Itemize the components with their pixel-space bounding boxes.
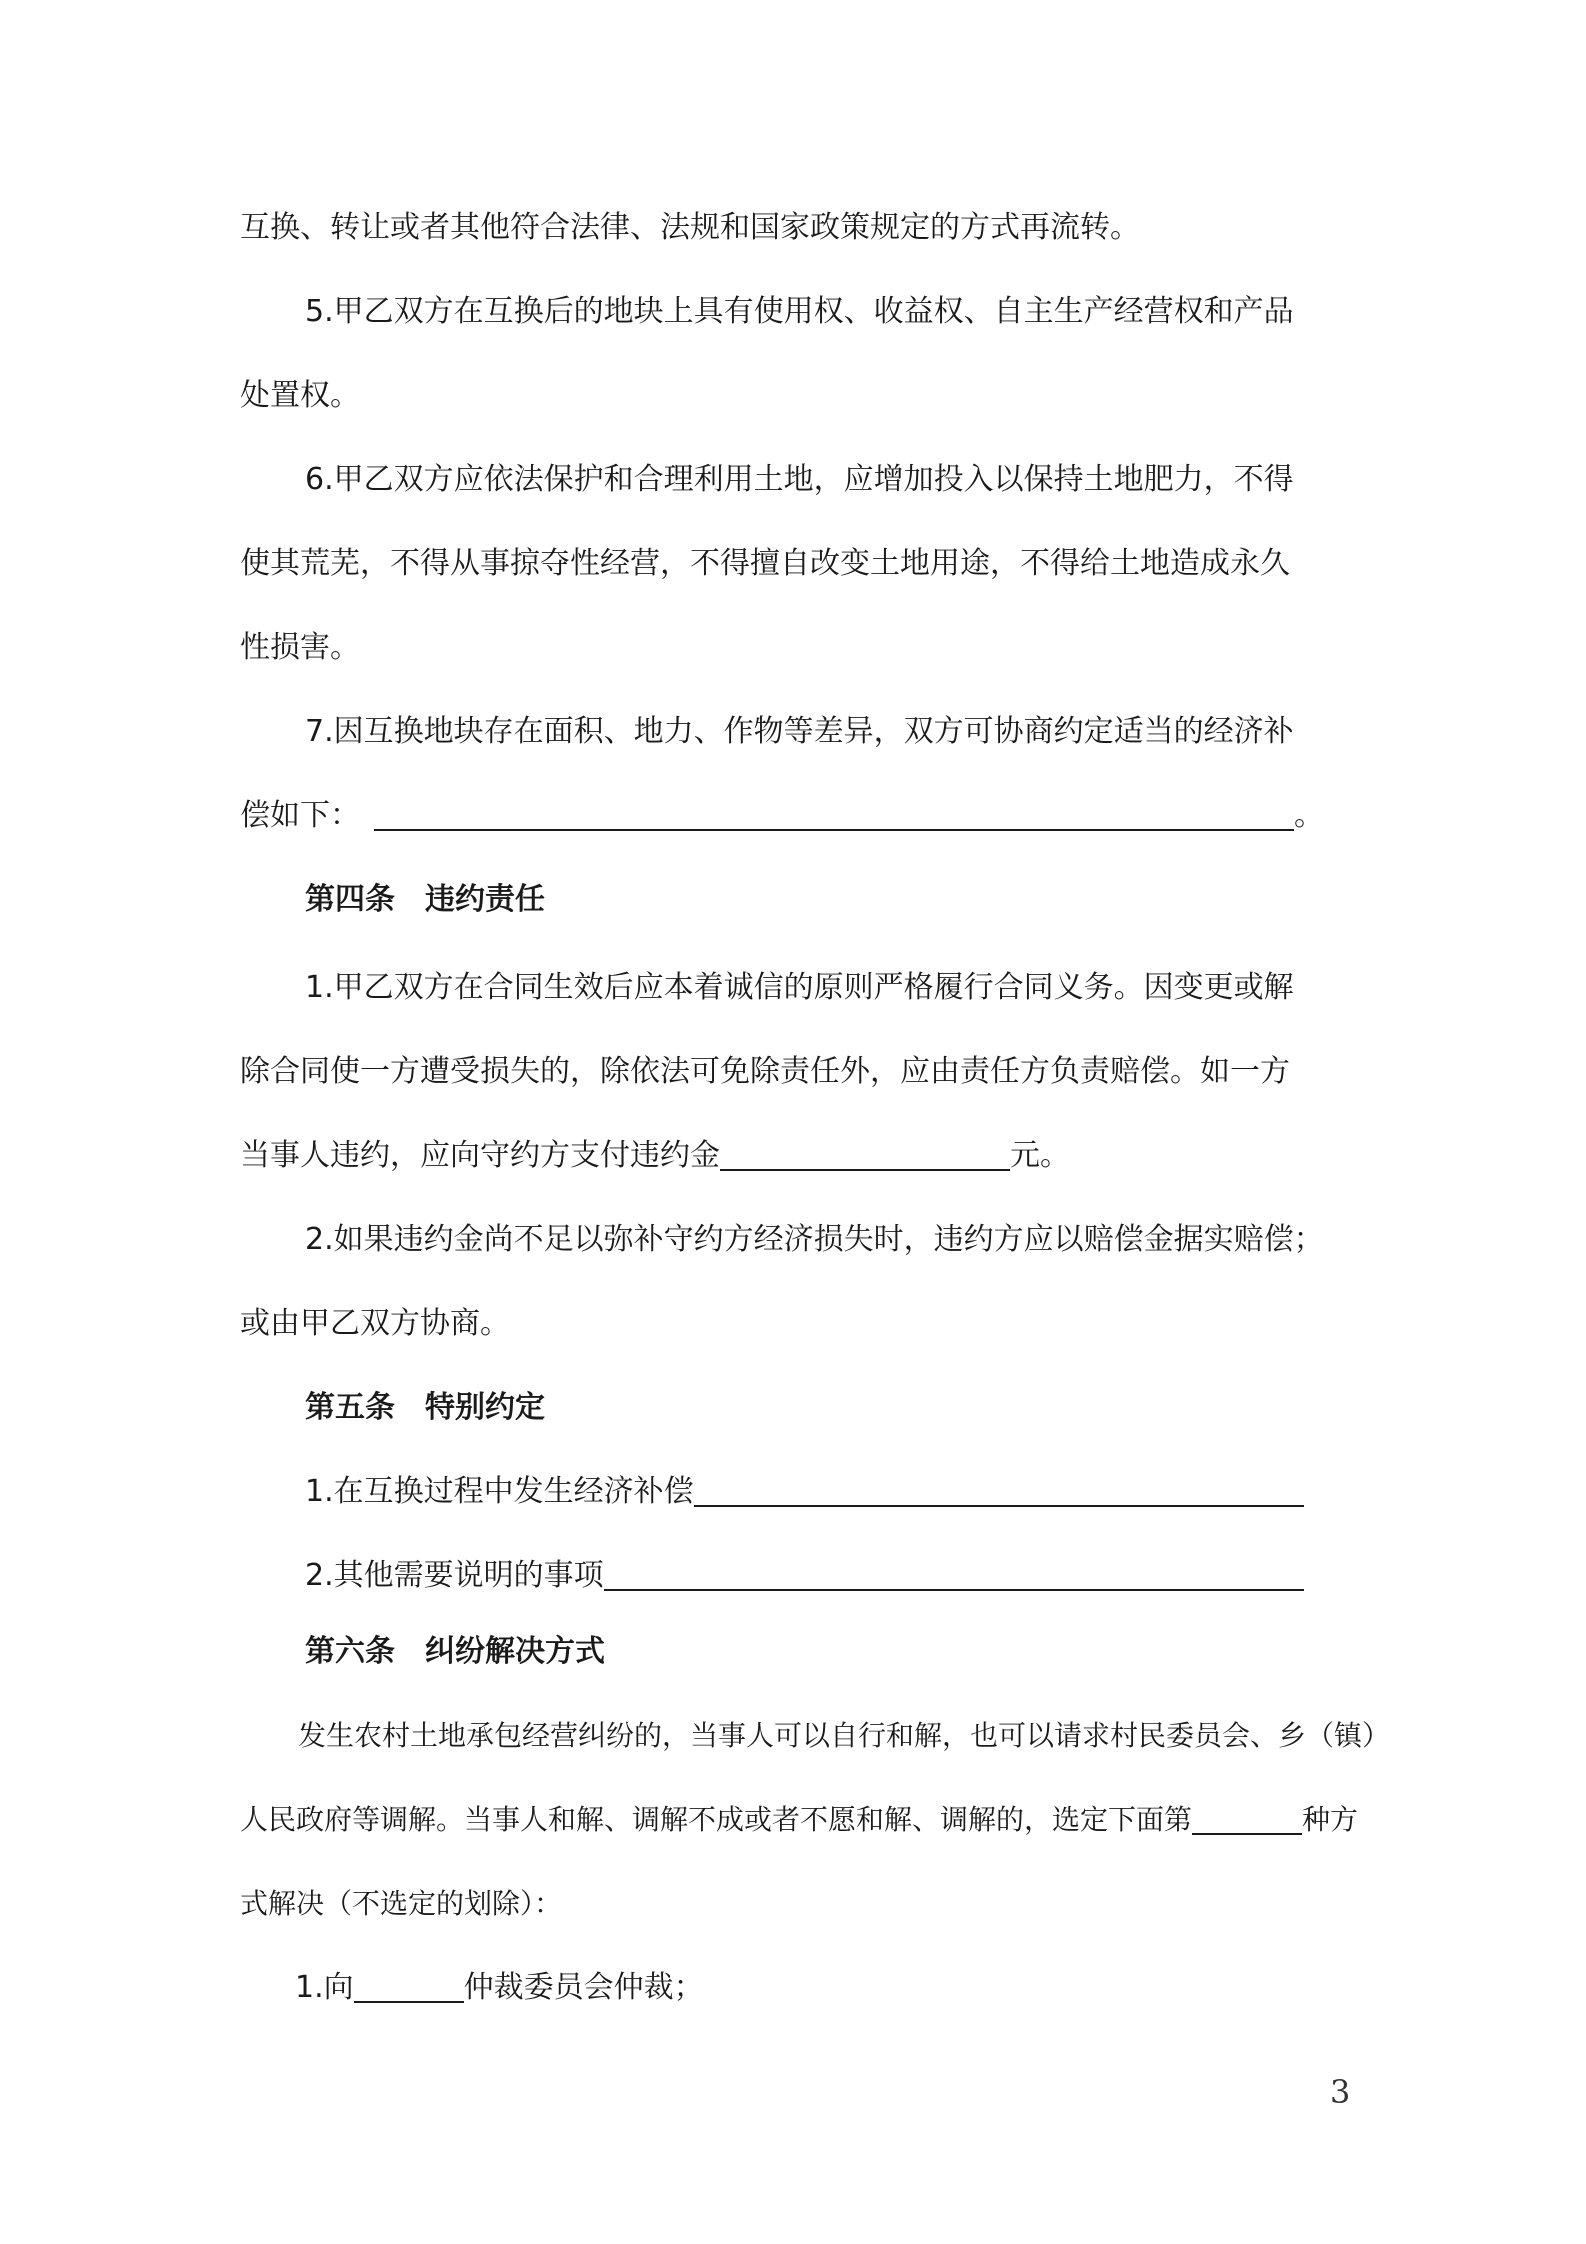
paragraph-line: 使其荒芜，不得从事掠夺性经营，不得擅自改变土地用途，不得给土地造成永久 (240, 546, 1290, 581)
line-text: 当事人违约，应向守约方支付违约金 (240, 1138, 720, 1173)
paragraph-line: 2.如果违约金尚不足以弥补守约方经济损失时，违约方应以赔偿金据实赔偿； (305, 1222, 1324, 1257)
other-matters-blank[interactable] (604, 1559, 1304, 1591)
paragraph-line: 式解决（不选定的划除）： (240, 1887, 563, 1920)
paragraph-line (305, 1472, 1304, 1512)
line-text: 种方 (1302, 1803, 1359, 1836)
paragraph-line: 发生农村土地承包经营纠纷的，当事人可以自行和解，也可以请求村民委员会、乡（镇） (298, 1719, 1391, 1752)
paragraph-line: 互换、转让或者其他符合法律、法规和国家政策规定的方式再流转。 (240, 210, 1140, 245)
paragraph-line (295, 1968, 704, 2008)
paragraph-line: 5.甲乙双方在互换后的地块上具有使用权、收益权、自主生产经营权和产品 (305, 294, 1294, 329)
page-number: 3 (1330, 2073, 1351, 2111)
arbitration-committee-blank[interactable] (354, 1971, 464, 2003)
method-choice-blank[interactable] (1192, 1803, 1302, 1835)
paragraph-line: 性损害。 (240, 630, 360, 665)
paragraph-line: 除合同使一方遭受损失的，除依法可免除责任外，应由责任方负责赔偿。如一方 (240, 1054, 1290, 1089)
paragraph-line (240, 796, 1324, 836)
economic-compensation-blank[interactable] (694, 1475, 1304, 1507)
section-heading: 第四条 违约责任 (305, 882, 545, 917)
line-text: 1.向 (295, 1970, 354, 2005)
compensation-blank[interactable] (374, 799, 1294, 831)
line-text: 。 (1294, 798, 1324, 833)
line-text: 元。 (1010, 1138, 1070, 1173)
line-text: 1.在互换过程中发生经济补偿 (305, 1474, 694, 1509)
paragraph-line (240, 1800, 1358, 1840)
paragraph-line: 7.因互换地块存在面积、地力、作物等差异，双方可协商约定适当的经济补 (305, 714, 1294, 749)
penalty-amount-blank[interactable] (720, 1139, 1010, 1171)
section-heading: 第六条 纠纷解决方式 (305, 1634, 605, 1669)
line-text: 2.其他需要说明的事项 (305, 1558, 604, 1593)
paragraph-line: 处置权。 (240, 378, 360, 413)
line-text: 偿如下： (240, 798, 360, 833)
paragraph-line (240, 1136, 1070, 1176)
section-heading: 第五条 特别约定 (305, 1390, 545, 1425)
line-text: 人民政府等调解。当事人和解、调解不成或者不愿和解、调解的，选定下面第 (240, 1803, 1193, 1836)
line-text: 仲裁委员会仲裁； (463, 1970, 704, 2005)
paragraph-line: 或由甲乙双方协商。 (240, 1306, 510, 1341)
paragraph-line: 1.甲乙双方在合同生效后应本着诚信的原则严格履行合同义务。因变更或解 (305, 970, 1294, 1005)
paragraph-line (305, 1556, 1304, 1596)
paragraph-line: 6.甲乙双方应依法保护和合理利用土地，应增加投入以保持土地肥力，不得 (305, 462, 1294, 497)
